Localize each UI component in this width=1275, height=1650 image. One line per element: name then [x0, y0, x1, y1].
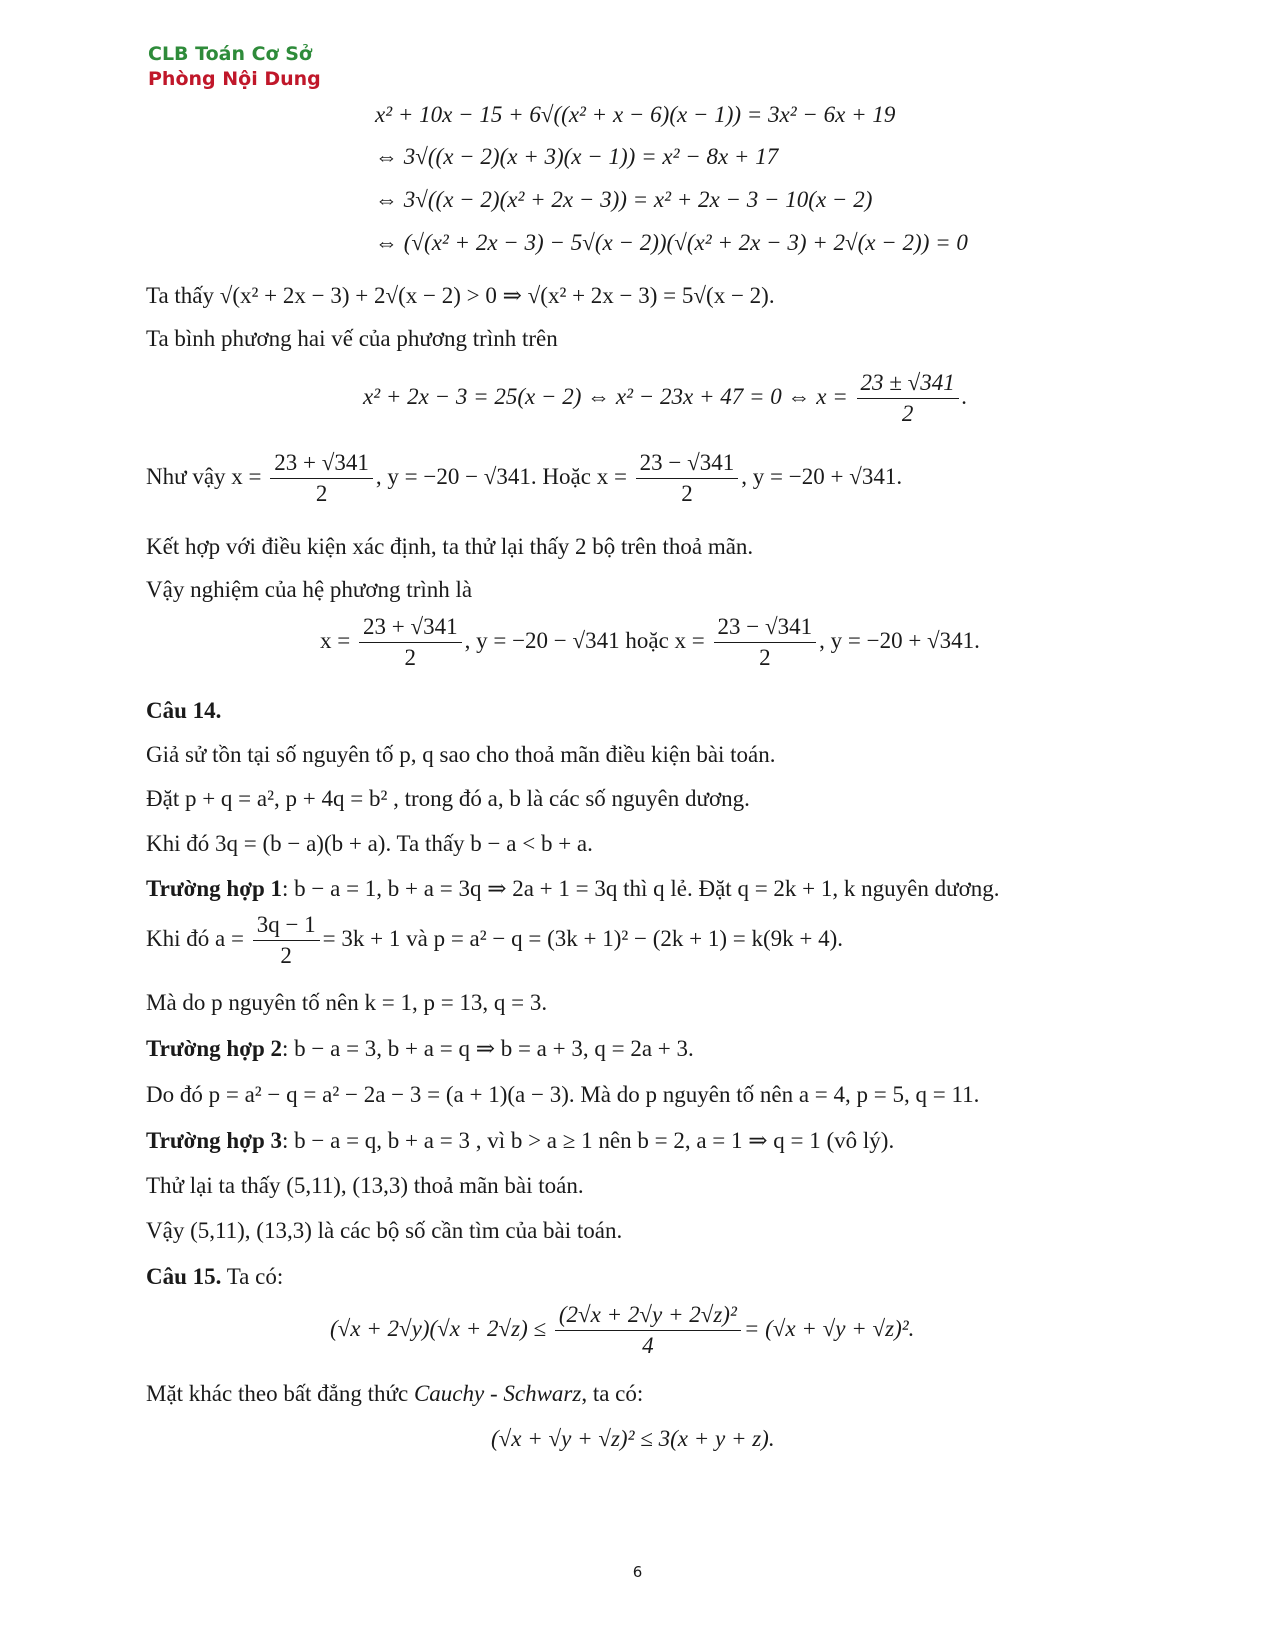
fraction-numerator: 23 ± √341 — [857, 368, 959, 399]
case-1-text: : b − a = 1, b + a = 3q ⇒ 2a + 1 = 3q thì q lẻ. Đặt q = 2k + 1, k nguyên dương. — [282, 876, 1000, 901]
case-3-text: : b − a = q, b + a = 3 , vì b > a ≥ 1 nên b = 2, a = 1 ⇒ q = 1 (vô lý). — [282, 1128, 895, 1153]
question-14-heading: Câu 14. — [146, 698, 222, 723]
fraction-numerator: 3q − 1 — [253, 910, 320, 941]
combine-line: Kết hợp với điều kiện xác định, ta thử lại thấy 2 bộ trên thoả mãn. — [146, 534, 754, 559]
set-line: Đặt p + q = a², p + 4q = b² , trong đó a, b là các số nguyên dương. — [146, 786, 750, 811]
otherwise-suffix: , ta có: — [581, 1381, 644, 1406]
quadratic-left: x² + 2x − 3 = 25(x − 2) ⇔ x² − 23x + 47 = 0 ⇔ x = — [363, 383, 848, 409]
so-line — [146, 448, 902, 509]
final-prefix: x = — [320, 627, 351, 653]
when-line — [146, 910, 843, 971]
inequality-line — [330, 1300, 914, 1361]
fraction-denominator: 2 — [759, 645, 771, 670]
case-2-line — [146, 1034, 694, 1064]
equation-line-2: ⇔ 3√((x − 2)(x + 3)(x − 1)) = x² − 8x + 17 — [375, 144, 779, 169]
case-3-line — [146, 1126, 894, 1156]
so-middle: , y = −20 − √341. Hoặc x = — [375, 463, 627, 489]
inequality-right: = (√x + √y + √z)². — [743, 1315, 915, 1341]
observation-line: Ta thấy √(x² + 2x − 3) + 2√(x − 2) > 0 ⇒ √(x² + 2x − 3) = 5√(x − 2). — [146, 283, 775, 308]
final-end: , y = −20 + √341. — [819, 627, 980, 653]
check-line: Thử lại ta thấy (5,11), (13,3) thoả mãn bài toán. — [146, 1173, 584, 1198]
fraction-denominator: 2 — [681, 481, 693, 506]
prime-1-line: Mà do p nguyên tố nên k = 1, p = 13, q = 3. — [146, 990, 548, 1015]
equation-line-4: ⇔ (√(x² + 2x − 3) − 5√(x − 2))(√(x² + 2x − 3) + 2√(x − 2)) = 0 — [375, 230, 968, 255]
question-15-text: Ta có: — [221, 1264, 284, 1289]
case-2-label: Trường hợp 2 — [146, 1036, 282, 1061]
when-end: = 3k + 1 và p = a² − q = (3k + 1)² − (2k + 1) = k(9k + 4). — [322, 925, 844, 951]
so-fraction-2 — [636, 448, 739, 509]
question-15-heading: Câu 15. — [146, 1264, 222, 1289]
inequality-fraction — [555, 1300, 741, 1361]
when-fraction — [253, 910, 320, 971]
fraction-numerator: (2√x + 2√y + 2√z)² — [555, 1300, 741, 1331]
inequality-name: Cauchy - Schwarz — [413, 1381, 582, 1406]
fraction-numerator: 23 − √341 — [636, 448, 739, 479]
final-fraction-2 — [714, 612, 817, 673]
equation-line-1: x² + 10x − 15 + 6√((x² + x − 6)(x − 1)) = 3x² − 6x + 19 — [375, 102, 896, 127]
fraction-denominator: 2 — [280, 943, 292, 968]
final-middle: , y = −20 − √341 hoặc x = — [464, 627, 705, 653]
fraction-numerator: 23 − √341 — [714, 612, 817, 643]
department-name: Phòng Nội Dung — [148, 68, 321, 90]
final-fraction-1 — [359, 612, 462, 673]
quadratic-fraction — [857, 368, 959, 429]
square-line: Ta bình phương hai vế của phương trình trên — [146, 326, 558, 351]
fraction-denominator: 2 — [901, 401, 914, 426]
quadratic-line — [363, 368, 968, 429]
assume-line: Giả sử tồn tại số nguyên tố p, q sao cho thoả mãn điều kiện bài toán. — [146, 742, 776, 767]
club-name: CLB Toán Cơ Sở — [148, 43, 312, 65]
fraction-denominator: 2 — [404, 645, 417, 670]
inequality-2-line: (√x + √y + √z)² ≤ 3(x + y + z). — [491, 1426, 775, 1451]
fraction-numerator: 23 + √341 — [359, 612, 462, 643]
otherwise-prefix: Mặt khác theo bất đẳng thức — [146, 1381, 414, 1406]
when-prefix: Khi đó a = — [146, 925, 244, 951]
case-3-label: Trường hợp 3 — [146, 1128, 282, 1153]
question-15-line — [146, 1262, 283, 1292]
so-prefix: Như vậy x = — [146, 463, 262, 489]
fraction-denominator: 2 — [315, 481, 328, 506]
final-solution-line — [320, 612, 980, 673]
then-line: Khi đó 3q = (b − a)(b + a). Ta thấy b − a < b + a. — [146, 831, 593, 856]
page-number: 6 — [632, 1563, 643, 1581]
equation-line-3: ⇔ 3√((x − 2)(x² + 2x − 3)) = x² + 2x − 3 − 10(x − 2) — [375, 187, 873, 212]
fraction-numerator: 23 + √341 — [270, 448, 373, 479]
so-fraction-1 — [270, 448, 373, 509]
case-1-label: Trường hợp 1 — [146, 876, 282, 901]
case-2-text: : b − a = 3, b + a = q ⇒ b = a + 3, q = 2a + 3. — [282, 1036, 694, 1061]
so-end: , y = −20 + √341. — [741, 463, 903, 489]
conclusion-line: Vậy (5,11), (13,3) là các bộ số cần tìm của bài toán. — [146, 1218, 623, 1243]
solution-line: Vậy nghiệm của hệ phương trình là — [146, 577, 473, 602]
page-header — [148, 42, 321, 92]
otherwise-line — [146, 1379, 643, 1409]
fraction-denominator: 4 — [642, 1333, 654, 1358]
quadratic-end: . — [961, 383, 968, 409]
inequality-left: (√x + 2√y)(√x + 2√z) ≤ — [330, 1315, 547, 1341]
case-1-line — [146, 874, 999, 904]
hence-line: Do đó p = a² − q = a² − 2a − 3 = (a + 1)(a − 3). Mà do p nguyên tố nên a = 4, p = 5, q = 11. — [146, 1082, 980, 1107]
